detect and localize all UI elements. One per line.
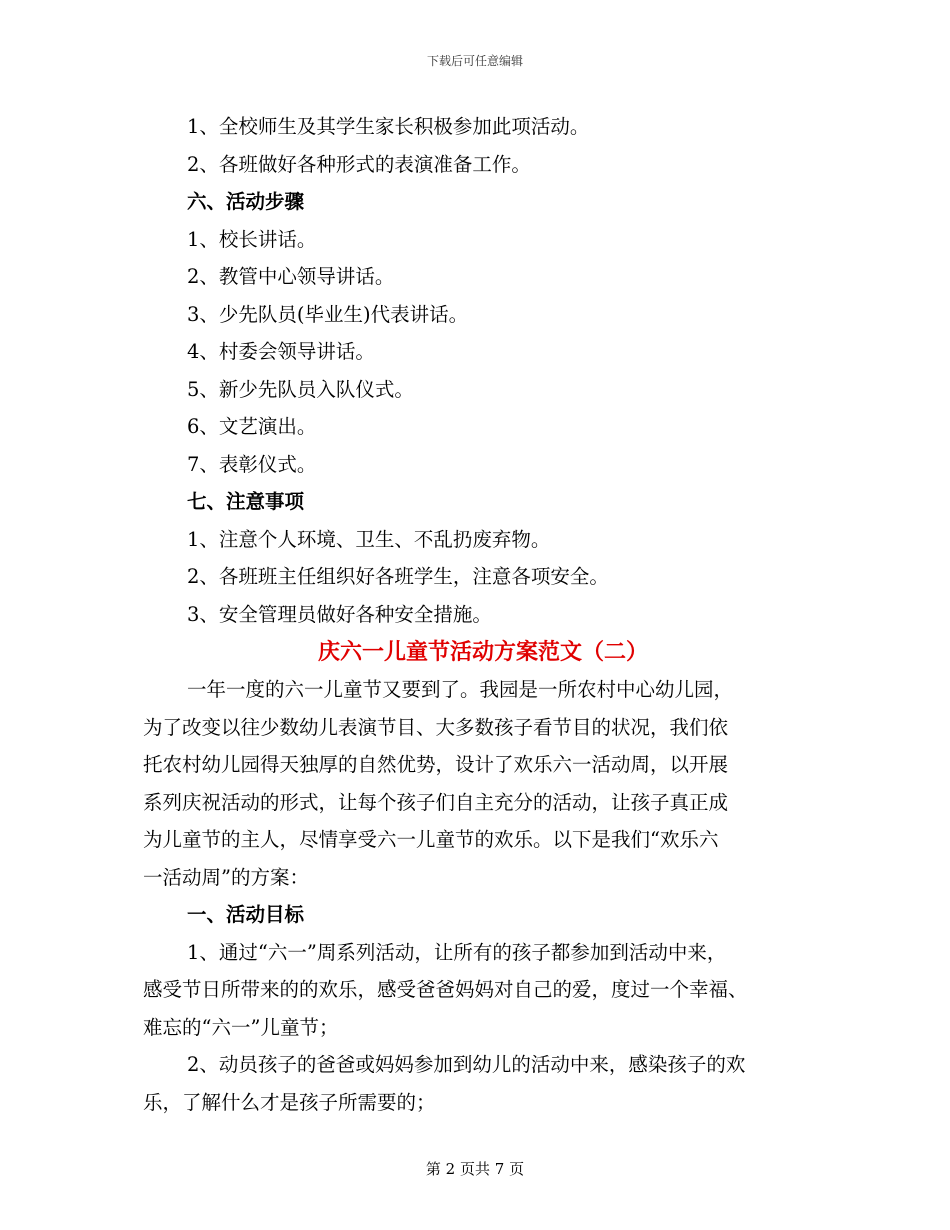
paragraph-line: 1、通过“六一”周系列活动，让所有的孩子都参加到活动中来，	[187, 940, 727, 964]
list-item: 2、各班班主任组织好各班学生，注意各项安全。	[187, 565, 609, 588]
paragraph-line: 托农村幼儿园得天独厚的自然优势，设计了欢乐六一活动周，以开展	[143, 753, 729, 776]
paragraph-line: 系列庆祝活动的形式，让每个孩子们自主充分的活动，让孩子真正成	[143, 790, 729, 814]
list-item: 1、全校师生及其学生家长积极参加此项活动。	[187, 115, 590, 138]
list-item: 5、新少先队员入队仪式。	[187, 377, 414, 401]
paragraph-line: 乐，了解什么才是孩子所需要的；	[143, 1090, 436, 1114]
section-heading: 七、注意事项	[187, 490, 305, 513]
document-body	[143, 108, 823, 1121]
list-item: 7、表彰仪式。	[187, 452, 317, 476]
list-item: 2、教管中心领导讲话。	[187, 265, 395, 288]
paragraph-line: 感受节日所带来的的欢乐，感受爸爸妈妈对自己的爱，度过一个幸福、	[143, 978, 748, 1001]
paragraph-line: 为儿童节的主人，尽情享受六一儿童节的欢乐。以下是我们“欢乐六	[143, 828, 719, 851]
list-item: 6、文艺演出。	[187, 415, 317, 438]
paragraph-line: 一年一度的六一儿童节又要到了。我园是一所农村中心幼儿园，	[187, 678, 734, 701]
section-heading: 一、活动目标	[187, 903, 305, 926]
list-item: 2、各班做好各种形式的表演准备工作。	[187, 152, 531, 176]
paragraph-line: 一活动周”的方案：	[143, 865, 309, 889]
list-item: 3、安全管理员做好各种安全措施。	[187, 602, 492, 626]
document-title: 庆六一儿童节活动方案范文（二）	[317, 639, 648, 665]
paragraph-line: 为了改变以往少数幼儿表演节目、大多数孩子看节目的状况，我们依	[143, 715, 729, 739]
list-item: 1、校长讲话。	[187, 227, 317, 251]
list-item: 3、少先队员(毕业生)代表讲话。	[187, 302, 469, 326]
list-item: 4、村委会领导讲话。	[187, 340, 375, 363]
paragraph-line: 难忘的“六一”儿童节；	[143, 1015, 339, 1039]
section-heading: 六、活动步骤	[187, 190, 305, 213]
list-item: 1、注意个人环境、卫生、不乱扔废弃物。	[187, 527, 551, 551]
page-header: 下载后可任意编辑	[426, 54, 523, 68]
paragraph-line: 2、动员孩子的爸爸或妈妈参加到幼儿的活动中来，感染孩子的欢	[187, 1053, 746, 1076]
page-footer: 第 2 页共 7 页	[425, 1160, 525, 1178]
